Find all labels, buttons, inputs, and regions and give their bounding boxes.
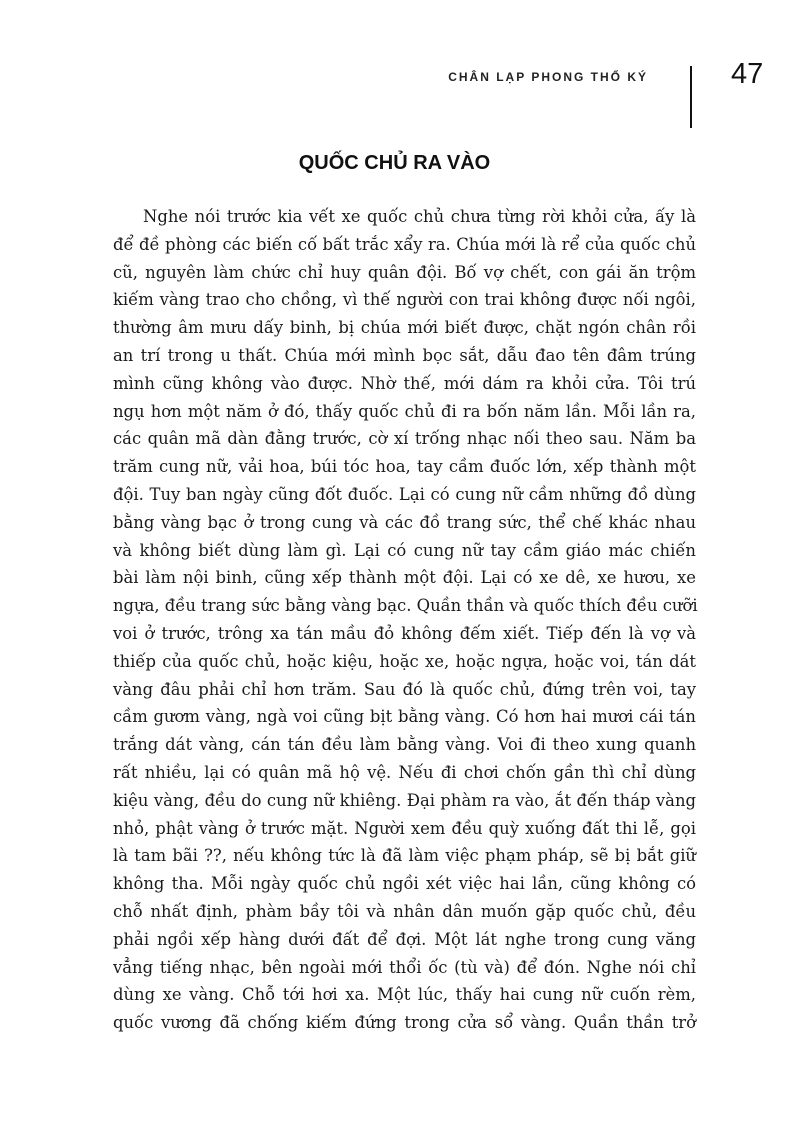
- body-line: dùng xe vàng. Chỗ tới hơi xa. Một lúc, thấy hai cung nữ cuốn rèm,: [113, 985, 696, 1005]
- body-line: ngụ hơn một năm ở đó, thấy quốc chủ đi ra bốn năm lần. Mỗi lần ra,: [113, 401, 696, 421]
- body-line: cầm gươm vàng, ngà voi cũng bịt bằng vàng. Có hơn hai mươi cái tán: [113, 707, 696, 727]
- body-line: mình cũng không vào được. Nhờ thế, mới dám ra khỏi cửa. Tôi trú: [113, 373, 696, 393]
- running-head-title: CHÂN LẠP PHONG THỔ KÝ: [448, 70, 648, 84]
- body-line: và không biết dùng làm gì. Lại có cung nữ tay cầm giáo mác chiến: [113, 540, 696, 560]
- body-line: bằng vàng bạc ở trong cung và các đồ trang sức, thể chế khác nhau: [113, 512, 696, 532]
- chapter-title: QUỐC CHỦ RA VÀO: [298, 152, 491, 174]
- body-line: vẳng tiếng nhạc, bên ngoài mới thổi ốc (tù và) để đón. Nghe nói chỉ: [113, 957, 696, 977]
- body-line: kiếm vàng trao cho chồng, vì thế người con trai không được nối ngôi,: [113, 290, 696, 310]
- body-line: quốc vương đã chống kiếm đứng trong cửa sổ vàng. Quần thần trở: [113, 1013, 696, 1033]
- page-number: 47: [731, 58, 764, 90]
- body-line: thường âm mưu dấy binh, bị chúa mới biết được, chặt ngón chân rồi: [113, 318, 696, 338]
- body-line: an trí trong u thất. Chúa mới mình bọc sắt, dẫu đao tên đâm trúng: [113, 345, 696, 365]
- body-line: trăm cung nữ, vải hoa, búi tóc hoa, tay cầm đuốc lớn, xếp thành một: [113, 457, 696, 477]
- body-line: chỗ nhất định, phàm bầy tôi và nhân dân muốn gặp quốc chủ, đều: [113, 901, 696, 921]
- body-line: không tha. Mỗi ngày quốc chủ ngồi xét việc hai lần, cũng không có: [113, 874, 696, 894]
- body-line: thiếp của quốc chủ, hoặc kiệu, hoặc xe, hoặc ngựa, hoặc voi, tán dát: [113, 651, 696, 671]
- body-line: nhỏ, phật vàng ở trước mặt. Người xem đều quỳ xuống đất thi lễ, gọi: [113, 818, 696, 838]
- body-line: rất nhiều, lại có quân mã hộ vệ. Nếu đi chơi chốn gần thì chỉ dùng: [113, 762, 696, 782]
- body-line: là tam bãi ??, nếu không tức là đã làm việc phạm pháp, sẽ bị bắt giữ: [113, 846, 696, 866]
- body-line: kiệu vàng, đều do cung nữ khiêng. Đại phàm ra vào, ắt đến tháp vàng: [113, 790, 696, 810]
- body-line: trắng dát vàng, cán tán đều làm bằng vàng. Voi đi theo xung quanh: [113, 735, 696, 755]
- body-line: để đề phòng các biến cố bất trắc xẩy ra. Chúa mới là rể của quốc chủ: [113, 234, 696, 254]
- body-paragraph: [113, 203, 696, 1037]
- body-line: vàng đâu phải chỉ hơn trăm. Sau đó là quốc chủ, đứng trên voi, tay: [113, 679, 696, 699]
- body-line: đội. Tuy ban ngày cũng đốt đuốc. Lại có cung nữ cầm những đồ dùng: [113, 484, 696, 504]
- body-line: cũ, nguyên làm chức chỉ huy quân đội. Bố vợ chết, con gái ăn trộm: [113, 262, 696, 282]
- header-divider: [690, 66, 692, 128]
- body-line: voi ở trước, trông xa tán mầu đỏ không đếm xiết. Tiếp đến là vợ và: [113, 623, 696, 643]
- body-line: Nghe nói trước kia vết xe quốc chủ chưa từng rời khỏi cửa, ấy là: [143, 207, 696, 226]
- body-line: bài làm nội binh, cũng xếp thành một đội. Lại có xe dê, xe hươu, xe: [113, 568, 696, 588]
- body-line: ngựa, đều trang sức bằng vàng bạc. Quần thần và quốc thích đều cưỡi: [113, 596, 698, 616]
- body-line: các quân mã dàn đằng trước, cờ xí trống nhạc nối theo sau. Năm ba: [113, 429, 696, 449]
- body-line: phải ngồi xếp hàng dưới đất để đợi. Một lát nghe trong cung văng: [113, 929, 696, 949]
